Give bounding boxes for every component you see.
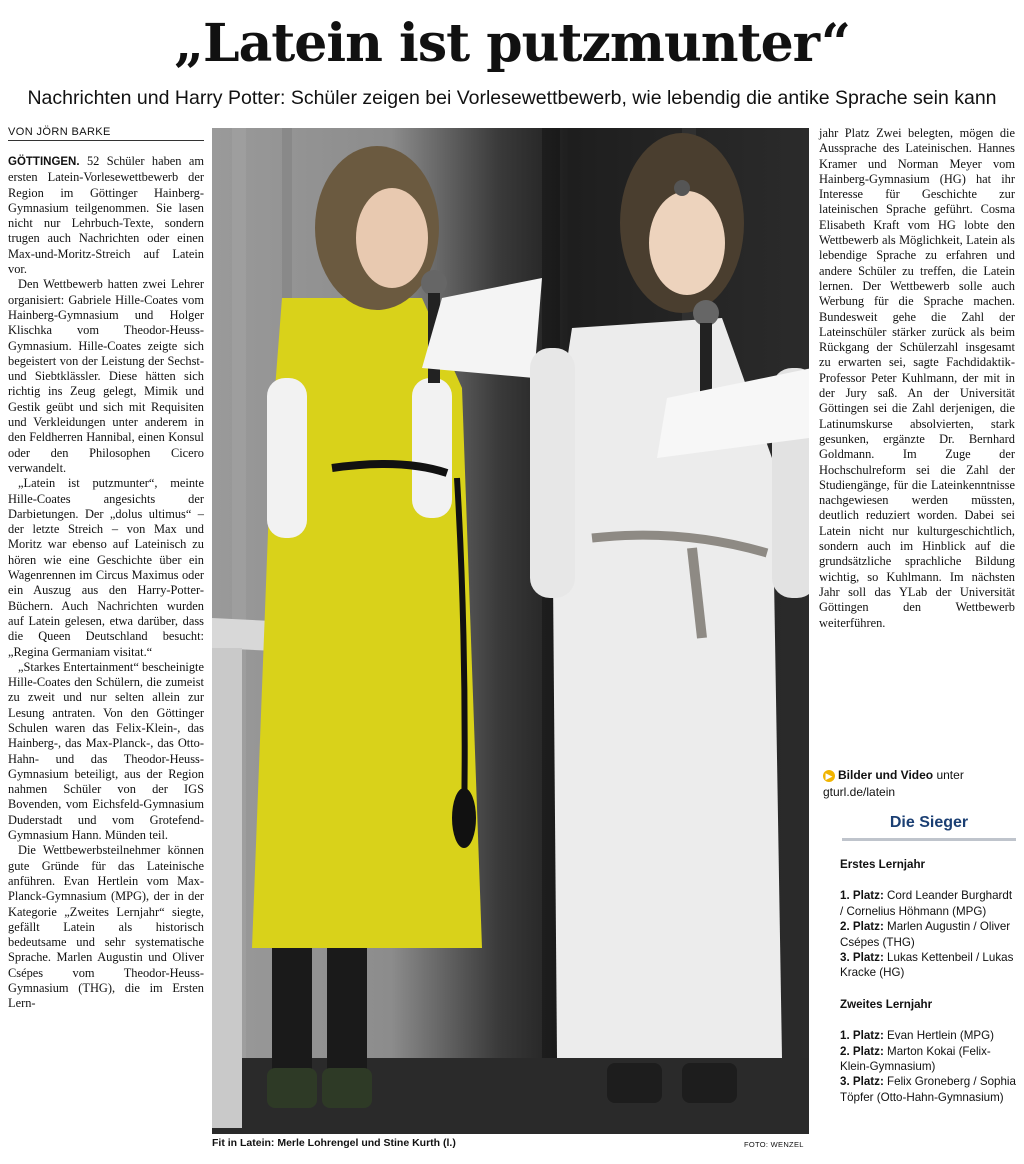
article-paragraph: Den Wettbewerb hatten zwei Lehrer organisiert: Gabriele Hille-Coates vom Hainberg-Gymnasium und Holger Klischka vom Theodor-Heuss-Gymnasium. Hille-Coates zeigte sich begeistert von der Leistung der Sechst- und Siebtklässler. Diese hätten sich richtig ins Zeug gelegt, Mimik und Gestik geübt und sich mit Requisiten und Verkleidungen unter anderem in den Feldherren Hannibal, einen Konsul oder den Philosophen Cicero verwandelt. xyxy=(8,277,204,475)
article-paragraph: „Starkes Entertainment“ bescheinigte Hille-Coates den Schülern, die zumeist zu zweit und nur selten allein zur Lesung antraten. Von den Göttinger Schulen waren das Felix-Klein-, das Hainberg-, das Max-Planck-, das Otto-Hahn- und das Theodor-Heuss-Gymnasium beteiligt, aus der Region nahmen Schüler von der IGS Bovenden, vom Eichsfeld-Gymnasium Duderstadt und vom Grotefend-Gymnasium Hann. Münden teil. xyxy=(8,659,204,843)
article-paragraph: GÖTTINGEN. 52 Schüler haben am ersten Latein-Vorlesewettbewerb der Region im Göttinger Hainberg-Gymnasium teilgenommen. Sie lasen nicht nur Lehrbuch-Texte, sondern trugen auch Nachrichten oder einen Max-und-Moritz-Streich auf Latein vor. xyxy=(8,154,204,277)
winners-section-heading: Erstes Lernjahr xyxy=(840,858,926,871)
more-label: unter xyxy=(933,768,964,782)
winners-section-heading: Zweites Lernjahr xyxy=(840,997,933,1011)
winners-title: Die Sieger xyxy=(842,812,1016,841)
winner-entry: 3. Platz: Felix Groneberg / Sophia Töpfer (Otto-Hahn-Gymnasium) xyxy=(840,1075,1016,1104)
more-url-link[interactable]: gturl.de/latein xyxy=(823,785,896,799)
more-label-bold: Bilder und Video xyxy=(838,768,934,782)
winner-entry: 3. Platz: Lukas Kettenbeil / Lukas Kracke (HG) xyxy=(840,951,1014,980)
winner-entry: 1. Platz: Evan Hertlein (MPG) xyxy=(840,1029,994,1043)
article-paragraph: „Latein ist putzmunter“, meinte Hille-Coates angesichts der Darbietungen. Der „dolus ultimus“ – der letzte Streich – von Max und Moritz war ebenso auf Lateinisch zu hören wie eine Geschichte über ein Wagenrennen im Circus Maximus oder ein Auszug aus den Harry-Potter-Büchern. Auch Nachrichten wurden auf Latein gelesen, etwa darüber, dass die Queen Deutschland besucht: „Regina Germaniam visitat.“ xyxy=(8,476,204,659)
winners-box xyxy=(822,812,1016,1105)
more-link-box xyxy=(823,767,1013,801)
subheadline: Nachrichten und Harry Potter: Schüler zeigen bei Vorlesewettbewerb, wie lebendig die antike Sprache sein kann xyxy=(27,87,997,109)
winner-entry: 2. Platz: Marton Kokai (Felix-Klein-Gymnasium) xyxy=(840,1044,991,1074)
photo-illustration xyxy=(212,128,809,1134)
article-paragraph: Die Wettbewerbsteilnehmer können gute Gründe für das Lateinische anführen. Evan Hertlein vom Max-Planck-Gymnasium (MPG), der in der Kategorie „Zweites Lernjahr“ siegte, gefällt Latein als historisch bedeutsame und sehr systematische Sprache. Marlen Augustin und Oliver Csépes vom Theodor-Heuss-Gymnasium (THG), die im Ersten Lern- xyxy=(8,843,204,1011)
winners-list xyxy=(840,1028,1016,1105)
photo-caption: Fit in Latein: Merle Lohrengel und Stine Kurth (l.) xyxy=(212,1137,456,1149)
photo-credit: FOTO: WENZEL xyxy=(744,1140,804,1149)
winner-entry: 2. Platz: Marlen Augustin / Oliver Csépes (THG) xyxy=(840,920,1011,949)
article-paragraph: jahr Platz Zwei belegten, mögen die Aussprache des Lateinischen. Hannes Kramer und Norman Meyer vom Hainberg-Gymnasium (HG) hat ihr Interesse für Geschichte zur lateinischen Sprache geführt. Cosma Elisabeth Kraft vom HG lobte den Wettbewerb als Möglichkeit, Latein als lebendige Sprache zu erfahren und andere Schüler zu treffen, die Latein lernen. Der Wettbewerb solle auch Werbung für die Sprache machen. Bundesweit gehe die Zahl der Lateinschüler stärker zurück als beim Rückgang der Schülerzahl insgesamt zu erwarten sei, sagte Fachdidaktik-Professor Peter Kuhlmann, der mit in der Jury saß. An der Universität Göttingen sei die Zahl derjenigen, die Latinumskurse absolvierten, stark gesunken, ergänzte Dr. Bernhard Goldmann. Im Zuge der Hochschulreform sei die Zahl der Studiengänge, für die Lateinkenntnisse nachgewiesen werden müssten, deutlich reduziert worden. Dabei sei Latein nicht nur kulturgeschichtlich, sondern auch im Hinblick auf die grundsätzliche sprachliche Bildung wichtig, so Kuhlmann. Im nächsten Jahr soll das YLab der Universität Göttingen den Wettbewerb weiterführen. xyxy=(819,126,1015,630)
byline: VON JÖRN BARKE xyxy=(8,126,204,141)
article-photo xyxy=(212,128,809,1134)
dateline: GÖTTINGEN. xyxy=(8,156,80,168)
winners-list xyxy=(840,888,1016,980)
headline: „Latein ist putzmunter“ xyxy=(174,13,850,74)
winner-entry: 1. Platz: Cord Leander Burghardt / Cornelius Höhmann (MPG) xyxy=(840,889,1013,918)
article-column-right xyxy=(819,126,1015,631)
article-column-left xyxy=(8,154,204,1012)
arrow-right-icon: ▶ xyxy=(823,770,835,782)
